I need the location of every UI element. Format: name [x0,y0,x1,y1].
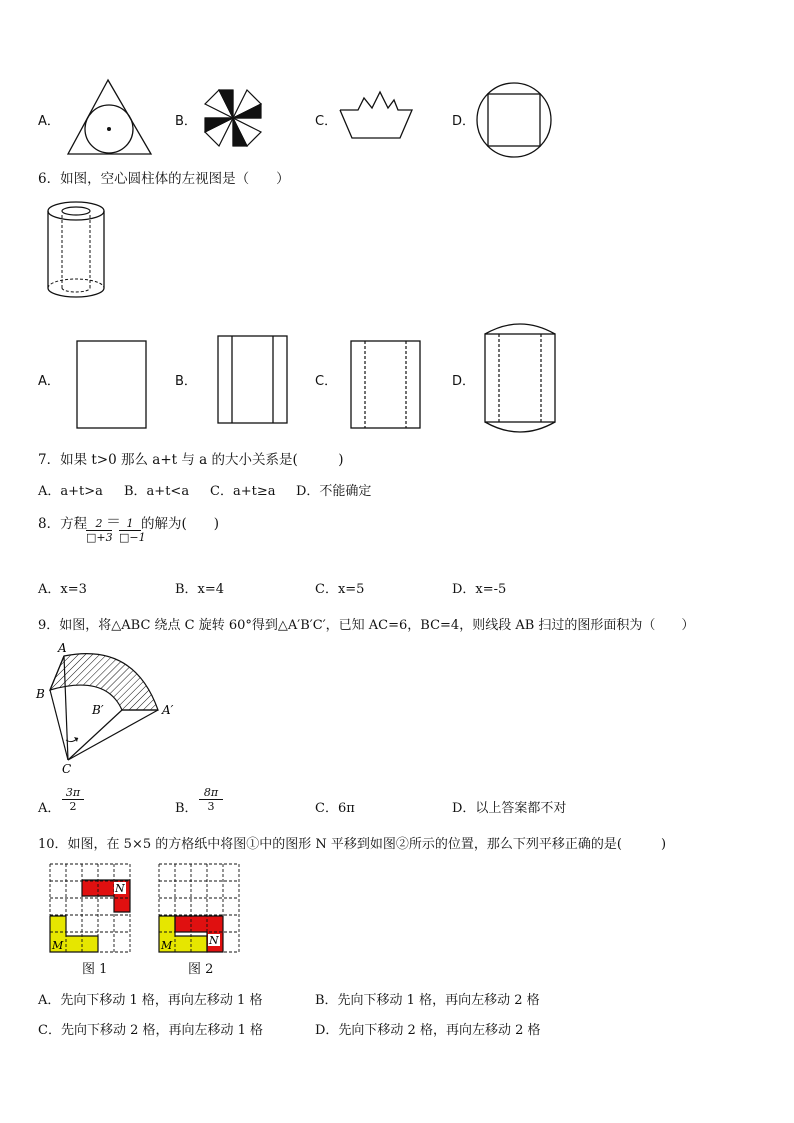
q9-label-b: B [36,687,45,701]
q5-option-a-label: A． [38,114,60,129]
q9-rotation-figure [34,642,184,777]
q6-figure-a-rectangle [76,340,148,430]
q8-option-b: B．x=4 [175,582,225,597]
q10-figure-1-caption: 图 1 [82,962,108,977]
q9-option-b-fraction [199,786,223,813]
q6-option-a-label: A． [38,374,60,389]
q7-option-a: A．a+t>a [38,484,103,499]
q6-hollow-cylinder-figure [46,200,108,300]
q9-option-a-fraction [62,786,84,813]
q8-question-prefix: 8．方程 [38,516,88,532]
q6-option-b-label: B． [175,374,197,389]
q9-option-a-numerator: 3π [65,786,81,799]
q8-option-a: A．x=3 [38,582,87,597]
q9-label-a-prime: A′ [162,703,174,717]
q9-label-b-prime: B′ [92,703,104,717]
q8-option-d: D．x=-5 [452,582,507,597]
q5-option-b-label: B． [175,114,197,129]
q9-label-a: A [58,641,67,655]
q9-label-c: C [62,762,72,776]
q6-option-d-label: D． [452,374,476,389]
q8-question-suffix: 的解为( ) [141,516,220,532]
q9-option-a-denominator: 2 [69,800,77,813]
q5-figure-c-boat [338,90,414,140]
q10-option-b: B．先向下移动 1 格，再向左移动 2 格 [315,993,540,1008]
q8-frac2-denominator: □−1 [119,531,146,544]
q10-option-c: C．先向下移动 2 格，再向左移动 1 格 [38,1023,264,1038]
q7-option-c: C．a+t≥a [210,484,276,499]
q9-option-a-label: A． [38,801,61,816]
q10-figure-2-caption: 图 2 [188,962,214,977]
q9-option-d: D．以上答案都不对 [452,801,567,816]
q8-option-c: C．x=5 [315,582,365,597]
q9-option-b-numerator: 8π [203,786,219,799]
q6-figure-d-arcs [483,322,557,434]
q7-question-text: 7．如果 t>0 那么 a+t 与 a 的大小关系是( ) [38,452,344,468]
q6-figure-c-dashed-lines [350,340,422,430]
q10-grid-figure-1 [50,864,132,954]
q10-fig2-label-n: N [209,934,219,947]
q5-option-d-label: D． [452,114,476,129]
q9-question-text: 9．如图，将△ABC 绕点 C 旋转 60°得到△A′B′C′，已知 AC=6，BC=4，则线段 AB 扫过的图形面积为（ ） [38,618,695,633]
q8-equals-sign: ＝ [106,512,122,530]
q10-option-d: D．先向下移动 2 格，再向左移动 2 格 [315,1023,541,1038]
q8-frac1-numerator: 2 [95,517,103,530]
q9-option-b-denominator: 3 [207,800,215,813]
q10-fig1-label-n: N [115,882,125,895]
q5-figure-a-triangle-incircle [65,78,155,156]
q6-question-text: 6．如图，空心圆柱体的左视图是（ ） [38,171,290,187]
q10-grid-figure-2 [159,864,241,954]
q6-figure-b-solid-lines [217,335,289,425]
q9-option-c: C．6π [315,801,355,816]
q10-question-text: 10．如图，在 5×5 的方格纸中将图①中的图形 N 平移到如图②所示的位置，那么下列平移正确的是( ) [38,837,667,852]
q10-option-a: A．先向下移动 1 格，再向左移动 1 格 [38,993,263,1008]
q7-option-d: D．不能确定 [296,484,372,499]
q6-option-c-label: C． [315,374,338,389]
q7-option-b: B．a+t<a [124,484,190,499]
q5-option-c-label: C． [315,114,338,129]
q10-fig1-label-m: M [52,939,64,952]
q9-option-b-label: B． [175,801,198,816]
q5-figure-d-circle-square [475,80,555,160]
q8-frac2-numerator: 1 [126,517,134,530]
q10-fig2-label-m: M [161,939,173,952]
q5-figure-b-pinwheel [203,88,263,148]
q8-frac1-denominator: □+3 [86,531,113,544]
q8-fraction-right [119,517,146,544]
